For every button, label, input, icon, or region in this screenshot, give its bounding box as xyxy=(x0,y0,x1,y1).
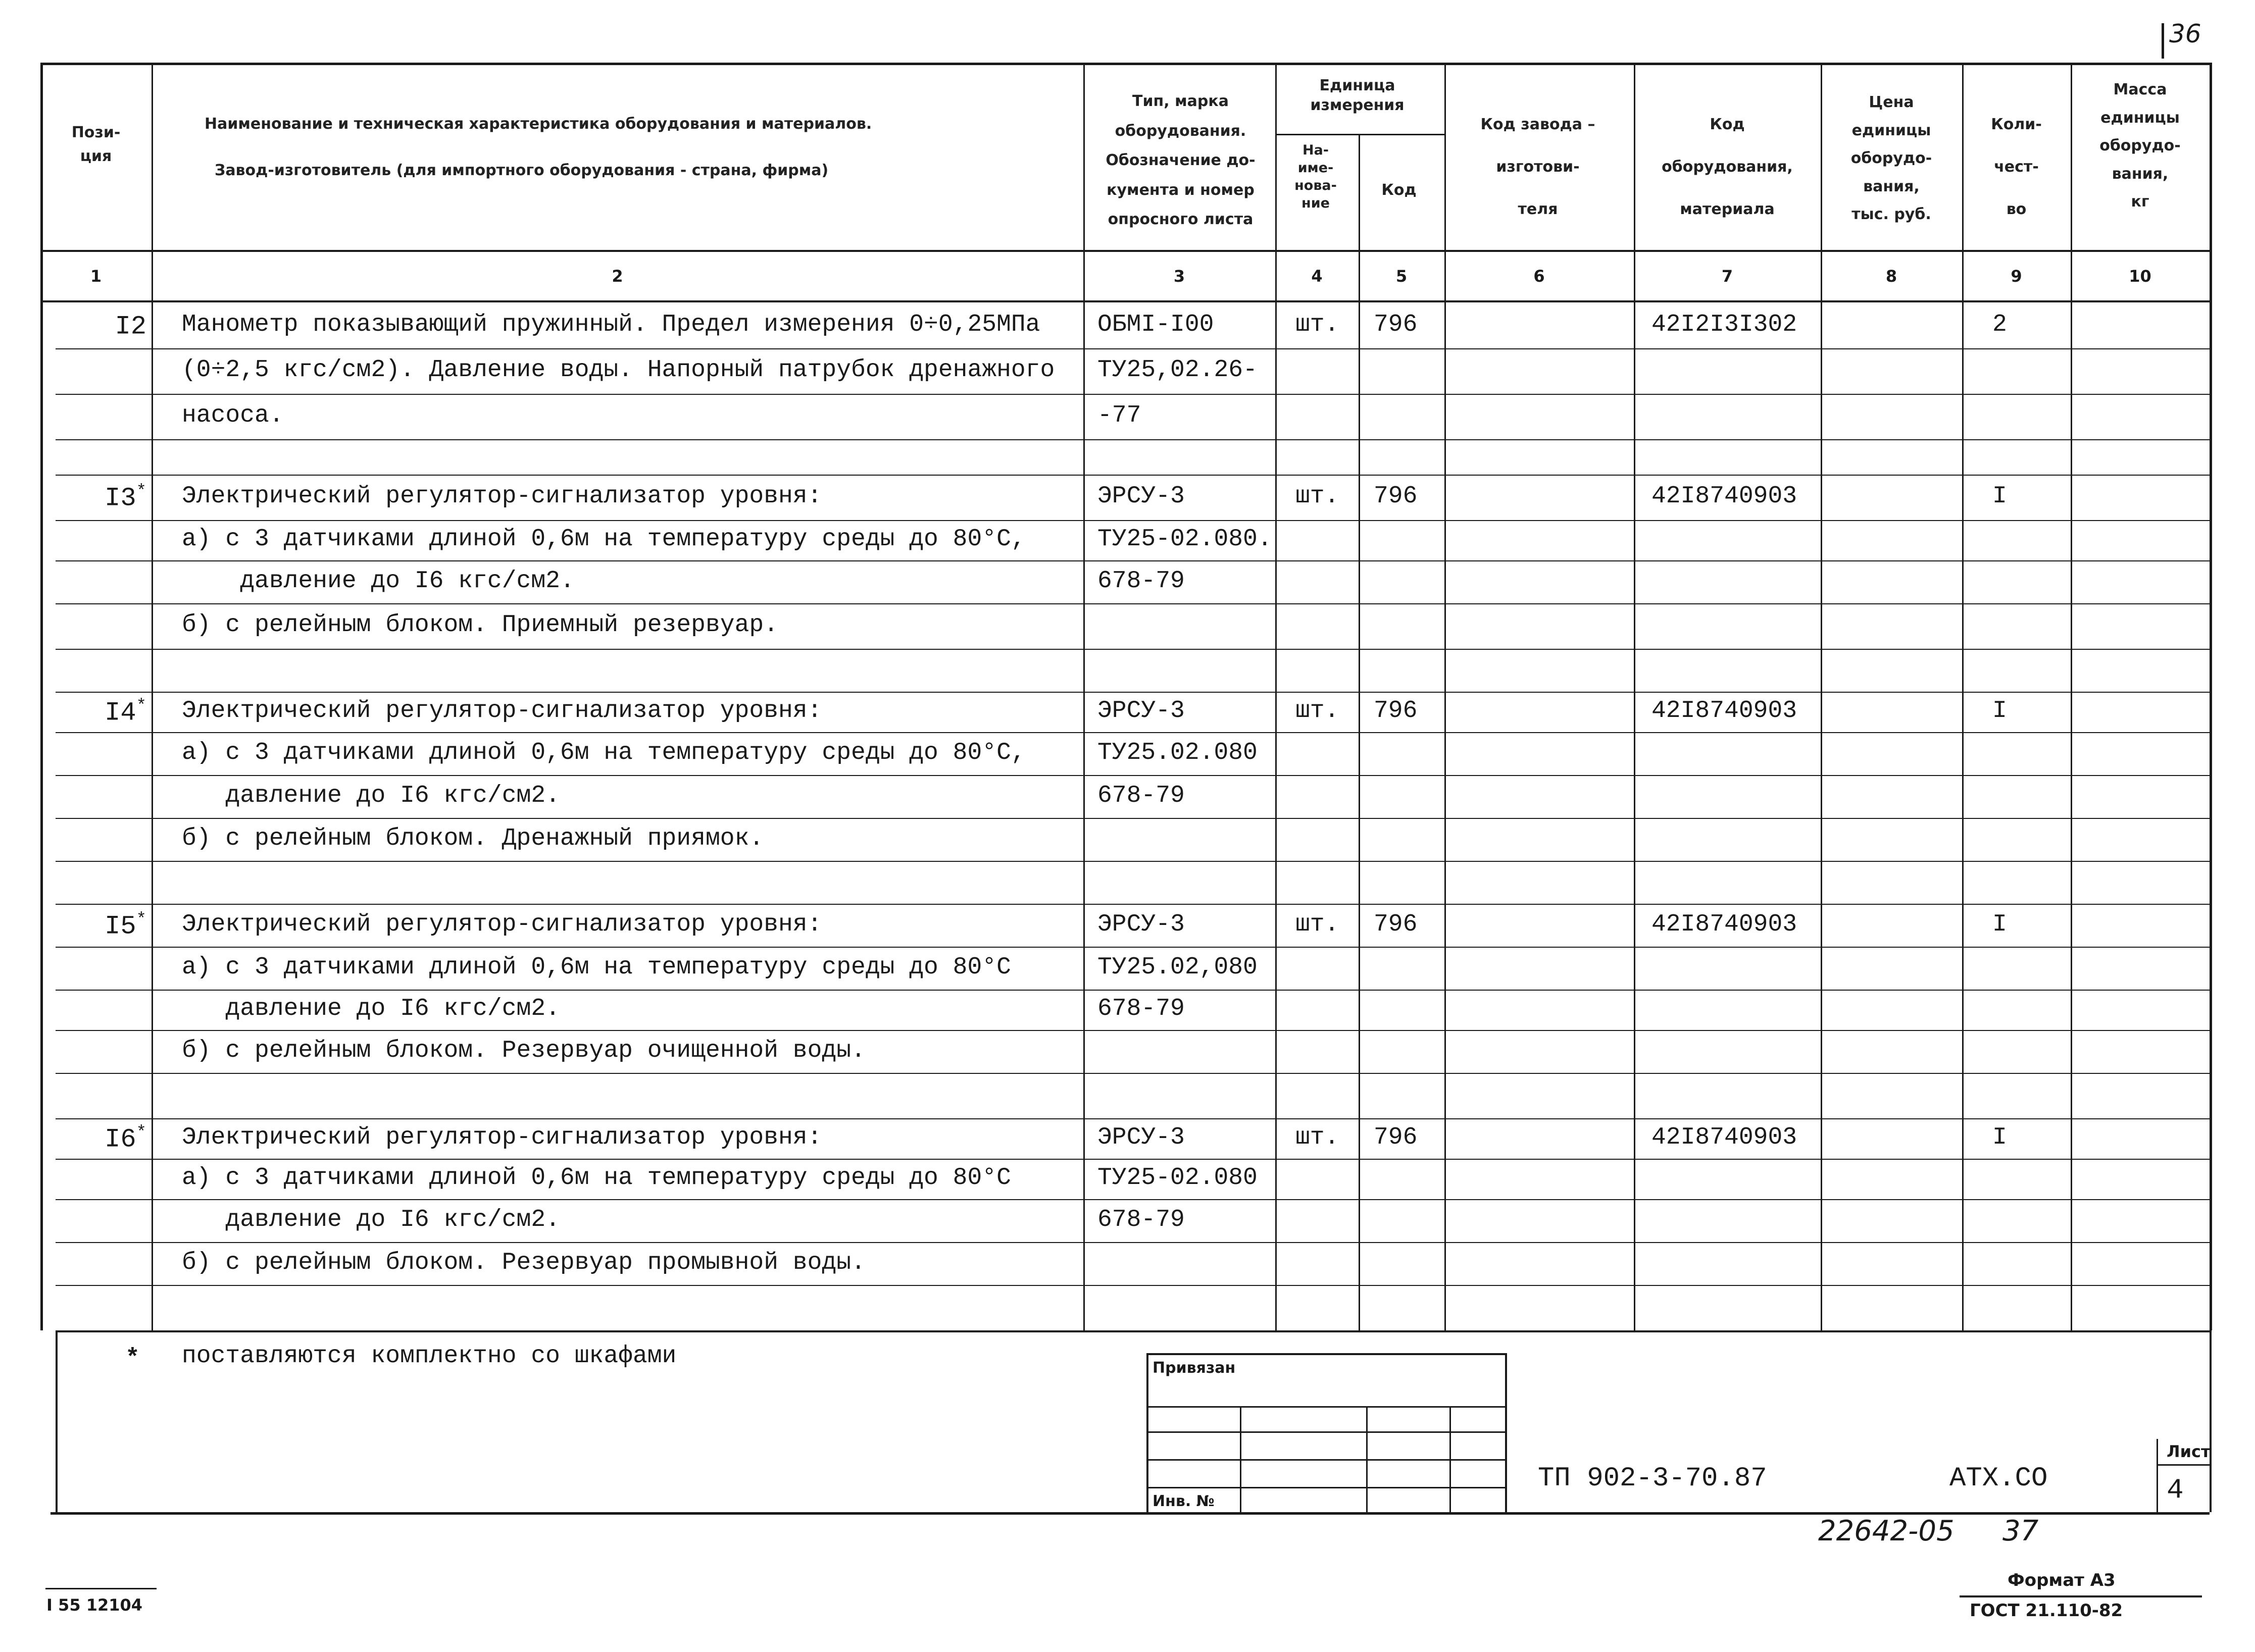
format-label: Формат А3 xyxy=(2008,1570,2116,1590)
position-number-value: I2 xyxy=(115,312,146,342)
stamp-col-2 xyxy=(1366,1406,1368,1512)
row-divider xyxy=(56,520,2210,521)
item-material-code: 42I8740903 xyxy=(1651,1124,1797,1151)
header-factory-code: Код завода – изготови- теля xyxy=(1480,116,1595,218)
header-unit-code: Код xyxy=(1381,181,1417,199)
stamp-row-1 xyxy=(1146,1406,1505,1408)
item-unit: шт. xyxy=(1295,311,1339,338)
item-unit-code: 796 xyxy=(1374,311,1418,338)
column-number: 9 xyxy=(2011,267,2022,286)
row-divider xyxy=(56,861,2210,862)
position-star: * xyxy=(136,482,146,501)
row-divider xyxy=(56,1159,2210,1160)
sheet-label: Лист xyxy=(2167,1442,2211,1461)
column-number: 10 xyxy=(2129,267,2151,286)
column-number: 1 xyxy=(90,267,102,286)
handwritten-number: 22642-05 xyxy=(1818,1515,1955,1547)
page-number: 36 xyxy=(2169,19,2201,48)
item-type: ЭРСУ-3 xyxy=(1097,910,1185,938)
footer-left-border xyxy=(56,1330,58,1515)
document-code: ТП 902-3-70.87 xyxy=(1538,1463,1767,1494)
row-divider xyxy=(56,475,2210,476)
column-number: 8 xyxy=(1885,267,1897,286)
table-top-border xyxy=(40,63,2210,65)
column-number: 7 xyxy=(1721,267,1733,286)
item-material-code: 42I2I3I302 xyxy=(1651,311,1797,338)
row-divider xyxy=(56,649,2210,650)
sheet-box-divider xyxy=(2157,1464,2210,1466)
position-star: * xyxy=(136,910,146,930)
item-description: а) с 3 датчиками длиной 0,6м на температуру среды до 80°С, xyxy=(182,526,1026,553)
item-type: ТУ25.02,080 xyxy=(1097,953,1258,981)
item-type: 678-79 xyxy=(1097,782,1185,809)
item-material-code: 42I8740903 xyxy=(1651,910,1797,938)
header-type: Тип, марка оборудования. Обозначение до- кумента и номер опросного листа xyxy=(1106,92,1256,228)
item-type: ЭРСУ-3 xyxy=(1097,483,1185,510)
header-name-line1: Наименование и техническая характеристика оборудования и материалов. xyxy=(205,115,872,133)
footer-right-border xyxy=(2210,1330,2212,1512)
stamp-col-3 xyxy=(1449,1406,1451,1512)
item-type: ТУ25,02.26- xyxy=(1097,356,1258,384)
row-divider xyxy=(56,692,2210,693)
column-number: 2 xyxy=(612,267,623,286)
stamp-right xyxy=(1505,1353,1507,1512)
item-material-code: 42I8740903 xyxy=(1651,483,1797,510)
format-underline xyxy=(1960,1595,2202,1597)
sheet-number: 4 xyxy=(2167,1474,2184,1506)
item-unit: шт. xyxy=(1295,1124,1339,1151)
column-number: 4 xyxy=(1311,267,1323,286)
item-unit-code: 796 xyxy=(1374,483,1418,510)
footnote-mark: * xyxy=(125,1345,140,1372)
stamp-inventory-label: Инв. № xyxy=(1152,1492,1215,1510)
item-description: Электрический регулятор-сигнализатор уровня: xyxy=(182,1124,822,1151)
item-unit-code: 796 xyxy=(1374,1124,1418,1151)
sheet-box-left xyxy=(2157,1439,2158,1512)
item-description: а) с 3 датчиками длиной 0,6м на температуру среды до 80°С, xyxy=(182,739,1026,766)
row-divider xyxy=(56,990,2210,991)
item-type: ЭРСУ-3 xyxy=(1097,697,1185,725)
item-type: ТУ25.02.080 xyxy=(1097,739,1258,766)
item-description: Электрический регулятор-сигнализатор уровня: xyxy=(182,910,822,938)
row-divider xyxy=(56,1199,2210,1200)
stamp-top xyxy=(1146,1353,1505,1355)
item-type: 678-79 xyxy=(1097,567,1185,595)
position-star: * xyxy=(136,1123,146,1143)
handwritten-page: 37 xyxy=(2002,1515,2039,1547)
position-number xyxy=(45,911,146,940)
header-bottom-border xyxy=(40,250,2210,252)
item-description: б) с релейным блоком. Резервуар промывной воды. xyxy=(182,1249,866,1276)
position-number xyxy=(45,483,146,511)
item-description: давление до I6 кгс/см2. xyxy=(182,995,560,1022)
item-description: давление до I6 кгс/см2. xyxy=(182,782,560,809)
table-body-bottom-border xyxy=(56,1330,2210,1332)
item-description: Электрический регулятор-сигнализатор уровня: xyxy=(182,483,822,510)
col-6-divider xyxy=(1444,63,1446,1330)
header-price: Цена единицы оборудо- вания, тыс. руб. xyxy=(1850,93,1932,223)
row-divider xyxy=(56,818,2210,819)
header-mass: Масса единицы оборудо- вания, кг xyxy=(2099,81,2181,211)
column-number: 6 xyxy=(1533,267,1545,286)
row-divider xyxy=(56,732,2210,733)
item-description: б) с релейным блоком. Резервуар очищенной воды. xyxy=(182,1037,866,1064)
item-quantity: I xyxy=(1992,697,2007,725)
position-number xyxy=(45,312,146,340)
row-divider xyxy=(56,394,2210,395)
item-quantity: I xyxy=(1992,1124,2007,1151)
row-divider xyxy=(56,1242,2210,1243)
row-divider xyxy=(56,1030,2210,1031)
row-divider xyxy=(56,904,2210,905)
item-quantity: I xyxy=(1992,483,2007,510)
item-description: а) с 3 датчиками длиной 0,6м на температуру среды до 80°С xyxy=(182,953,1011,981)
table-right-border xyxy=(2210,63,2212,1330)
header-material-code: Код оборудования, материала xyxy=(1662,116,1793,218)
item-description: б) с релейным блоком. Дренажный приямок. xyxy=(182,824,764,852)
item-type: ТУ25-02.080 xyxy=(1097,1164,1258,1192)
position-number-value: I4 xyxy=(105,698,136,728)
print-code-rule xyxy=(45,1588,157,1589)
item-type: ТУ25-02.080. xyxy=(1097,526,1272,553)
col-4-divider xyxy=(1275,63,1277,1330)
row-divider xyxy=(56,603,2210,604)
item-description: Манометр показывающий пружинный. Предел измерения 0÷0,25МПа xyxy=(182,311,1040,338)
stamp-row-2 xyxy=(1146,1431,1505,1433)
item-description: (0÷2,5 кгс/см2). Давление воды. Напорный патрубок дренажного xyxy=(182,356,1055,384)
item-quantity: I xyxy=(1992,910,2007,938)
footnote-text: поставляются комплектно со шкафами xyxy=(182,1343,677,1370)
item-unit-code: 796 xyxy=(1374,910,1418,938)
item-unit: шт. xyxy=(1295,910,1339,938)
document-suffix: АТХ.СО xyxy=(1949,1463,2048,1494)
item-unit-code: 796 xyxy=(1374,697,1418,725)
item-description: б) с релейным блоком. Приемный резервуар. xyxy=(182,611,778,639)
item-description: Электрический регулятор-сигнализатор уровня: xyxy=(182,697,822,725)
header-position: Пози- ция xyxy=(71,124,121,165)
col-7-divider xyxy=(1634,63,1635,1330)
row-divider xyxy=(56,1285,2210,1286)
item-type: 678-79 xyxy=(1097,1206,1185,1233)
column-number: 3 xyxy=(1173,267,1185,286)
position-number xyxy=(45,1124,146,1153)
col-10-divider xyxy=(2071,63,2072,1330)
item-description: давление до I6 кгс/см2. xyxy=(182,1206,560,1233)
item-unit: шт. xyxy=(1295,483,1339,510)
stamp-row-4 xyxy=(1146,1487,1505,1488)
row-divider xyxy=(56,1118,2210,1119)
header-quantity: Коли- чест- во xyxy=(1991,116,2042,218)
position-number-value: I6 xyxy=(105,1124,136,1155)
row-divider xyxy=(56,775,2210,776)
header-name-line2: Завод-изготовитель (для импортного оборудования - страна, фирма) xyxy=(215,162,829,179)
table-left-border xyxy=(40,63,43,1330)
position-number xyxy=(45,698,146,726)
row-divider xyxy=(56,348,2210,349)
gost-standard: ГОСТ 21.110-82 xyxy=(1970,1601,2123,1621)
header-unit-name: На- име- нова- ние xyxy=(1294,142,1337,212)
header-unit-group: Единица измерения xyxy=(1310,77,1405,114)
stamp-col-1 xyxy=(1240,1406,1241,1512)
col-3-divider xyxy=(1083,63,1085,1330)
row-divider xyxy=(56,947,2210,948)
stamp-bound-label: Привязан xyxy=(1152,1359,1236,1377)
item-type: ОБМI-I00 xyxy=(1097,311,1214,338)
position-number-value: I5 xyxy=(105,911,136,941)
item-description: а) с 3 датчиками длиной 0,6м на температуру среды до 80°С xyxy=(182,1164,1011,1192)
position-star: * xyxy=(136,697,146,716)
print-code: I 55 12104 xyxy=(46,1595,143,1615)
page-number-tick xyxy=(2162,23,2164,59)
row-divider xyxy=(56,439,2210,440)
row-divider xyxy=(56,560,2210,561)
item-material-code: 42I8740903 xyxy=(1651,697,1797,725)
col-9-divider xyxy=(1962,63,1964,1330)
item-description: насоса. xyxy=(182,402,284,429)
item-type: ЭРСУ-3 xyxy=(1097,1124,1185,1151)
column-number: 5 xyxy=(1395,267,1408,286)
col-8-divider xyxy=(1821,63,1822,1330)
column-numbers-bottom-border xyxy=(40,300,2210,302)
row-divider xyxy=(56,1073,2210,1074)
item-description: давление до I6 кгс/см2. xyxy=(182,567,575,595)
stamp-row-3 xyxy=(1146,1459,1505,1461)
position-number-value: I3 xyxy=(105,483,136,513)
item-quantity: 2 xyxy=(1992,311,2007,338)
item-unit: шт. xyxy=(1295,697,1339,725)
col-2-divider xyxy=(152,63,153,1330)
item-type: 678-79 xyxy=(1097,995,1185,1022)
item-type: -77 xyxy=(1097,402,1141,429)
